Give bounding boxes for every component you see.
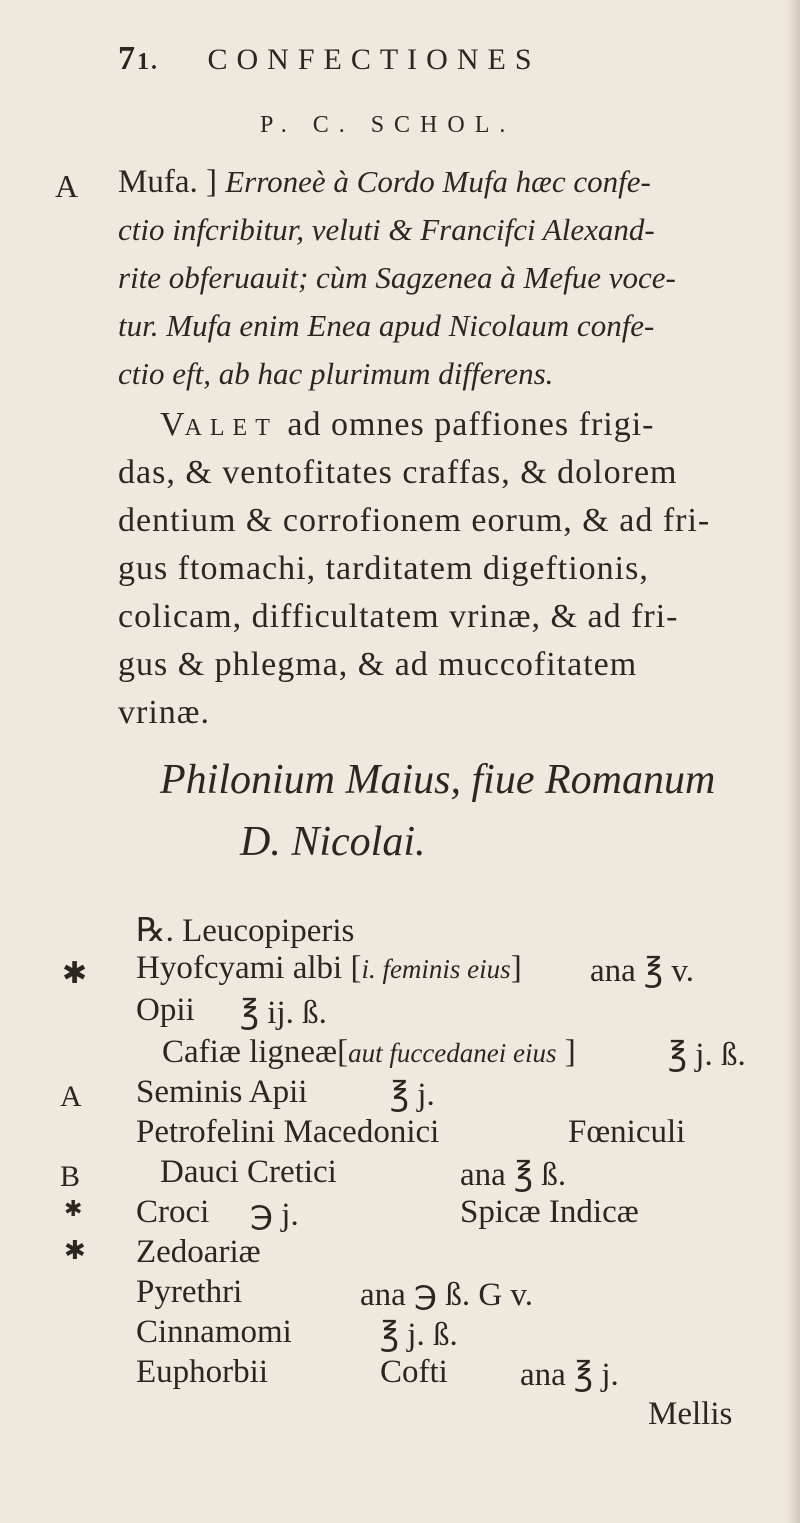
recipe-line-petroselinum: Petrofelini Macedonici [136, 1114, 440, 1150]
costus-name: Cofti [380, 1354, 448, 1390]
margin-asterisk-1: ✱ [62, 957, 88, 990]
recipe-line-apium: Seminis Apii [136, 1074, 308, 1110]
recipe-title-line-1: Philonium Maius, fiue Romanum [160, 757, 716, 803]
hyoscyamus-dose: ana ℥ v. [590, 953, 694, 989]
page-edge-shadow [786, 0, 800, 1523]
running-title: CONFECTIONES [207, 43, 541, 76]
margin-letter-b: B [60, 1160, 81, 1193]
euphorbium-dose: ana ℥ j. [520, 1357, 619, 1393]
margin-letter-a-recipe: A [60, 1080, 82, 1113]
virtues-line-3: dentium & corrofionem eorum, & ad fri- [118, 502, 711, 539]
recipe-line-euphorbium: Euphorbii [136, 1354, 268, 1390]
recipe-symbol: ℞. [136, 913, 174, 949]
cassia-dose: ℥ j. ß. [668, 1037, 746, 1073]
margin-letter-a-scholium: A [55, 168, 79, 204]
scholium-line-3: rite obferuauit; cùm Sagzenea à Mefue voce- [118, 260, 676, 295]
virtues-line-1: VALET ad omnes paffiones frigi- [160, 406, 655, 443]
scholium-lemma: Mufa. ] [118, 164, 217, 200]
spica-indica-name: Spicæ Indicæ [460, 1194, 639, 1230]
virtues-line-5: colicam, difficultatem vrinæ, & ad fri- [118, 598, 679, 635]
recipe-line-crocus: Croci [136, 1194, 210, 1230]
recipe-line-hyoscyamus: Hyofcyami albi [i. feminis eius] [136, 950, 522, 986]
recipe-line-opium: Opii [136, 992, 195, 1028]
recipe-line-pyrethrum: Pyrethri [136, 1274, 243, 1310]
apium-dose: ℥ j. [390, 1077, 435, 1113]
ingredient-name: Leucopiperis [182, 913, 355, 949]
catchword: Mellis [648, 1396, 733, 1432]
virtues-line-6: gus & phlegma, & ad muccofitatem [118, 646, 638, 683]
margin-asterisk-3: ✱ [64, 1236, 86, 1265]
virtues-line-7: vrinæ. [118, 694, 210, 731]
scholium-line-1 [118, 164, 651, 201]
page-number: 71. [118, 40, 159, 77]
foeniculum-name: Fœniculi [568, 1114, 686, 1150]
crocus-dose: ℈ j. [250, 1197, 299, 1233]
recipe-line-cassia: Cafiæ ligneæ[aut fuccedanei eius ] [162, 1034, 576, 1070]
recipe-line-daucus: Dauci Cretici [160, 1154, 337, 1190]
recipe-line-zedoaria: Zedoariæ [136, 1234, 261, 1270]
scholium-line-2: ctio infcribitur, veluti & Francifci Alexand- [118, 212, 655, 247]
recipe-line-leucopiper [136, 910, 354, 950]
pyrethrum-dose: ana ℈ ß. G v. [360, 1277, 534, 1313]
cinnamomum-dose: ℥ j. ß. [380, 1317, 458, 1353]
virtues-line-2: das, & ventofitates craffas, & dolorem [118, 454, 678, 491]
margin-asterisk-2: ✱ [64, 1196, 83, 1221]
recipe-title-line-2: D. Nicolai. [240, 819, 426, 865]
scholium-heading: P. C. SCHOL. [260, 112, 516, 138]
scholium-text-line: Erroneè à Cordo Mufa hæc confe- [225, 164, 651, 199]
scholium-line-4: tur. Mufa enim Enea apud Nicolaum confe- [118, 308, 655, 343]
opium-dose: ℥ ij. ß. [240, 995, 327, 1031]
valet-word: VALET [160, 406, 278, 443]
scholium-line-5: ctio eft, ab hac plurimum differens. [118, 356, 554, 391]
daucus-dose: ana ℥ ß. [460, 1157, 567, 1193]
running-header [118, 40, 541, 78]
recipe-line-cinnamomum: Cinnamomi [136, 1314, 292, 1350]
virtues-line-4: gus ftomachi, tarditatem digeftionis, [118, 550, 649, 587]
